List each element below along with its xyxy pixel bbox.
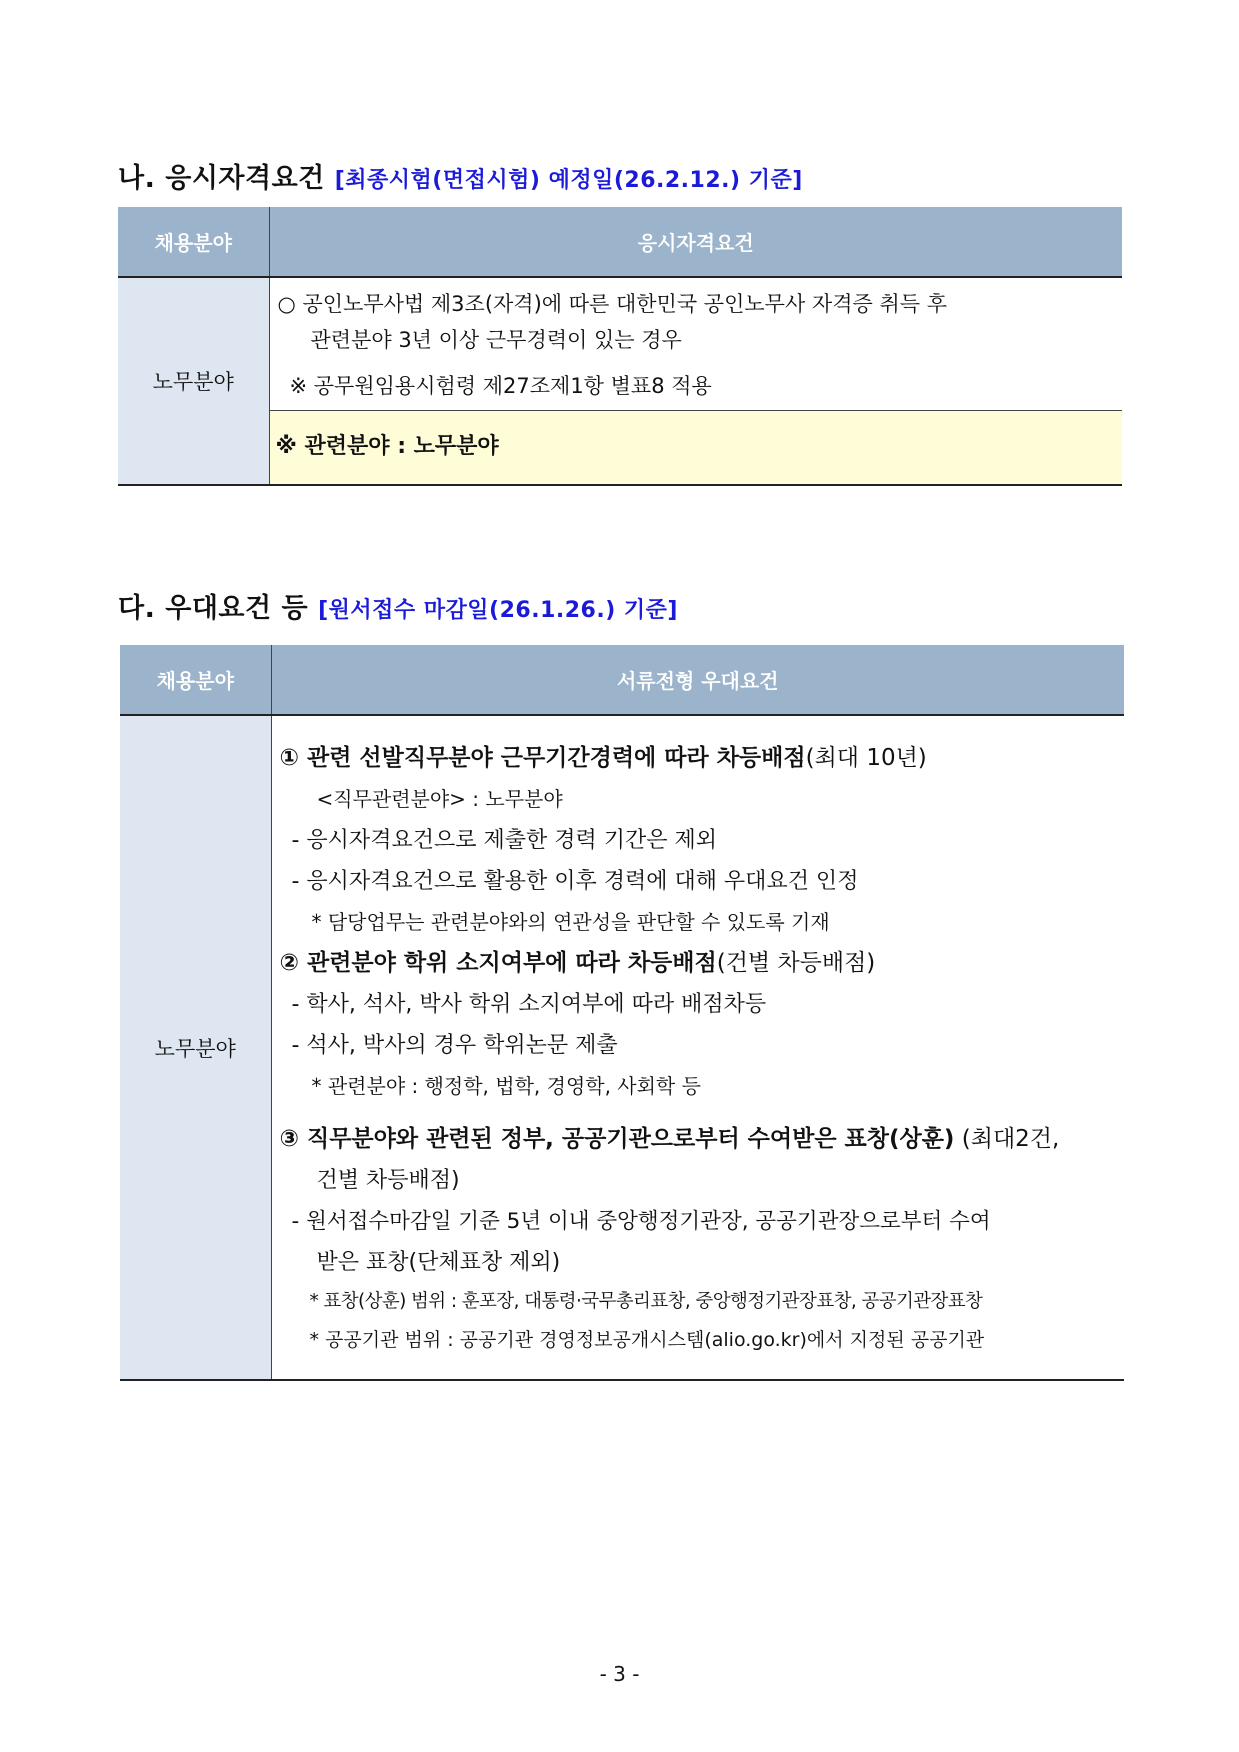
eligibility-table — [118, 207, 1122, 486]
preference-detail: - 원서접수마감일 기준 5년 이내 중앙행정기관장, 공공기관장으로부터 수여 — [291, 1209, 991, 1234]
requirements-cell — [269, 277, 1122, 411]
header-field: 채용분야 — [118, 207, 269, 277]
preference-item-1: ① 관련 선발직무분야 근무기간경력에 따라 차등배점(최대 10년) — [279, 745, 927, 771]
preference-detail: - 학사, 석사, 박사 학위 소지여부에 따라 배점차등 — [291, 992, 767, 1017]
preference-note: * 표창(상훈) 범위 : 훈포장, 대통령·국무총리표창, 중앙행정기관장표창, 공공기관장표창 — [309, 1291, 983, 1312]
section-title-eligibility — [118, 156, 803, 195]
header-field: 채용분야 — [120, 645, 271, 715]
field-cell: 노무분야 — [118, 277, 269, 485]
table-row — [120, 715, 1124, 1380]
section-date-note: [최종시험(면접시험) 예정일(26.2.12.) 기준] — [334, 168, 803, 193]
header-requirements: 응시자격요건 — [269, 207, 1122, 277]
preference-detail: - 응시자격요건으로 제출한 경력 기간은 제외 — [291, 828, 717, 853]
section-title-text: 나. 응시자격요건 — [118, 163, 325, 194]
table-header-row — [120, 645, 1124, 715]
preference-note: * 공공기관 범위 : 공공기관 경영정보공개시스템(alio.go.kr)에서 지정된 공공기관 — [309, 1329, 985, 1351]
preference-detail: - 응시자격요건으로 활용한 이후 경력에 대해 우대요건 인정 — [291, 869, 859, 894]
section-date-note: [원서접수 마감일(26.1.26.) 기준] — [318, 598, 678, 623]
preference-note: * 담당업무는 관련분야와의 연관성을 판단할 수 있도록 기재 — [311, 910, 830, 934]
related-field-highlight: ※ 관련분야 : 노무분야 — [269, 411, 1122, 485]
field-cell: 노무분야 — [120, 715, 271, 1380]
table-row — [118, 411, 1122, 485]
table-header-row — [118, 207, 1122, 277]
page-number: - 3 - — [599, 1662, 640, 1686]
preference-detail-cont: 받은 표창(단체표창 제외) — [316, 1250, 561, 1275]
preference-item-3-cont: 건별 차등배점) — [316, 1168, 460, 1193]
requirement-line: 관련분야 3년 이상 근무경력이 있는 경우 — [310, 328, 682, 352]
section-title-text: 다. 우대요건 등 — [118, 593, 309, 624]
preference-detail: - 석사, 박사의 경우 학위논문 제출 — [291, 1033, 618, 1058]
preference-item-3: ③ 직무분야와 관련된 정부, 공공기관으로부터 수여받은 표창(상훈) (최대2건, — [279, 1126, 1060, 1152]
table-row — [118, 277, 1122, 411]
preference-table — [120, 645, 1124, 1381]
preference-item-2: ② 관련분야 학위 소지여부에 따라 차등배점(건별 차등배점) — [279, 950, 876, 976]
preference-note: * 관련분야 : 행정학, 법학, 경영학, 사회학 등 — [311, 1074, 701, 1098]
requirement-line: ○ 공인노무사법 제3조(자격)에 따른 대한민국 공인노무사 자격증 취득 후 — [277, 292, 947, 316]
header-preference: 서류전형 우대요건 — [271, 645, 1124, 715]
requirement-note: ※ 공무원임용시험령 제27조제1항 별표8 적용 — [289, 374, 712, 398]
preference-sub: <직무관련분야> : 노무분야 — [316, 787, 563, 811]
preference-cell — [271, 715, 1124, 1380]
section-title-preference — [118, 586, 678, 625]
